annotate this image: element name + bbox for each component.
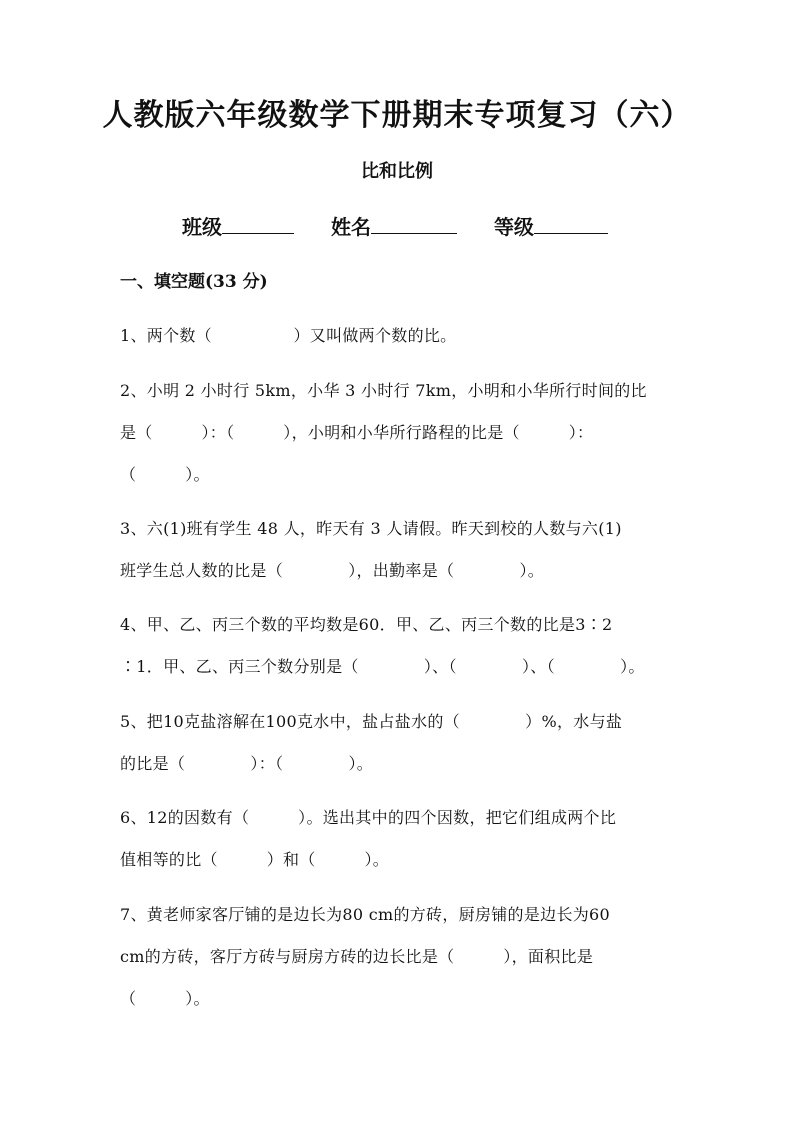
- name-blank: [371, 213, 457, 234]
- page-subtitle: 比和比例: [361, 161, 433, 182]
- question-line: 6、12的因数有（ ）。选出其中的四个因数，把它们组成两个比: [120, 808, 617, 827]
- name-label: 姓名: [330, 215, 371, 239]
- class-field: [182, 213, 294, 241]
- name-field: [331, 213, 457, 241]
- question-line: 4、甲、乙、丙三个数的平均数是60．甲、乙、丙三个数的比是3∶2: [120, 615, 613, 634]
- question-3: [120, 508, 680, 592]
- question-line: 值相等的比（ ）和（ ）。: [120, 850, 390, 869]
- question-6: [120, 797, 680, 881]
- question-line: 是（ ）：（ ），小明和小华所行路程的比是（ ）：: [120, 423, 594, 442]
- student-info-row: [182, 213, 638, 241]
- question-5: [120, 701, 680, 785]
- question-line: 1、两个数（ ）又叫做两个数的比。: [120, 326, 457, 345]
- question-line: （ ）。: [120, 989, 210, 1008]
- class-label: 班级: [182, 215, 222, 239]
- question-line: （ ）。: [120, 465, 210, 484]
- grade-blank: [534, 213, 608, 234]
- question-line: 的比是（ ）：（ ）。: [120, 754, 374, 773]
- question-line: 7、黄老师家客厅铺的是边长为80 cm的方砖，厨房铺的是边长为60: [120, 905, 611, 924]
- question-line: 5、把10克盐溶解在100克水中，盐占盐水的（ ）%，水与盐: [120, 712, 623, 731]
- class-blank: [222, 213, 294, 234]
- question-1: [120, 315, 680, 357]
- grade-label: 等级: [493, 215, 534, 239]
- question-line: 2、小明 2 小时行 5km，小华 3 小时行 7km，小明和小华所行时间的比: [120, 381, 647, 400]
- section-heading: 一、填空题(33 分): [120, 272, 268, 292]
- question-line: 3、六(1)班有学生 48 人，昨天有 3 人请假。昨天到校的人数与六(1): [120, 519, 622, 538]
- question-line: cm的方砖，客厅方砖与厨房方砖的边长比是（ ），面积比是: [120, 947, 594, 966]
- question-4: [120, 604, 680, 688]
- question-line: 班学生总人数的比是（ ），出勤率是（ ）。: [120, 561, 545, 580]
- grade-field: [494, 213, 608, 241]
- question-line: ∶1．甲、乙、丙三个数分别是（ ）、（ ）、（ ）。: [120, 657, 645, 676]
- question-2: [120, 370, 680, 496]
- page-title: 人教版六年级数学下册期末专项复习（六）: [102, 98, 692, 133]
- question-7: [120, 894, 680, 1020]
